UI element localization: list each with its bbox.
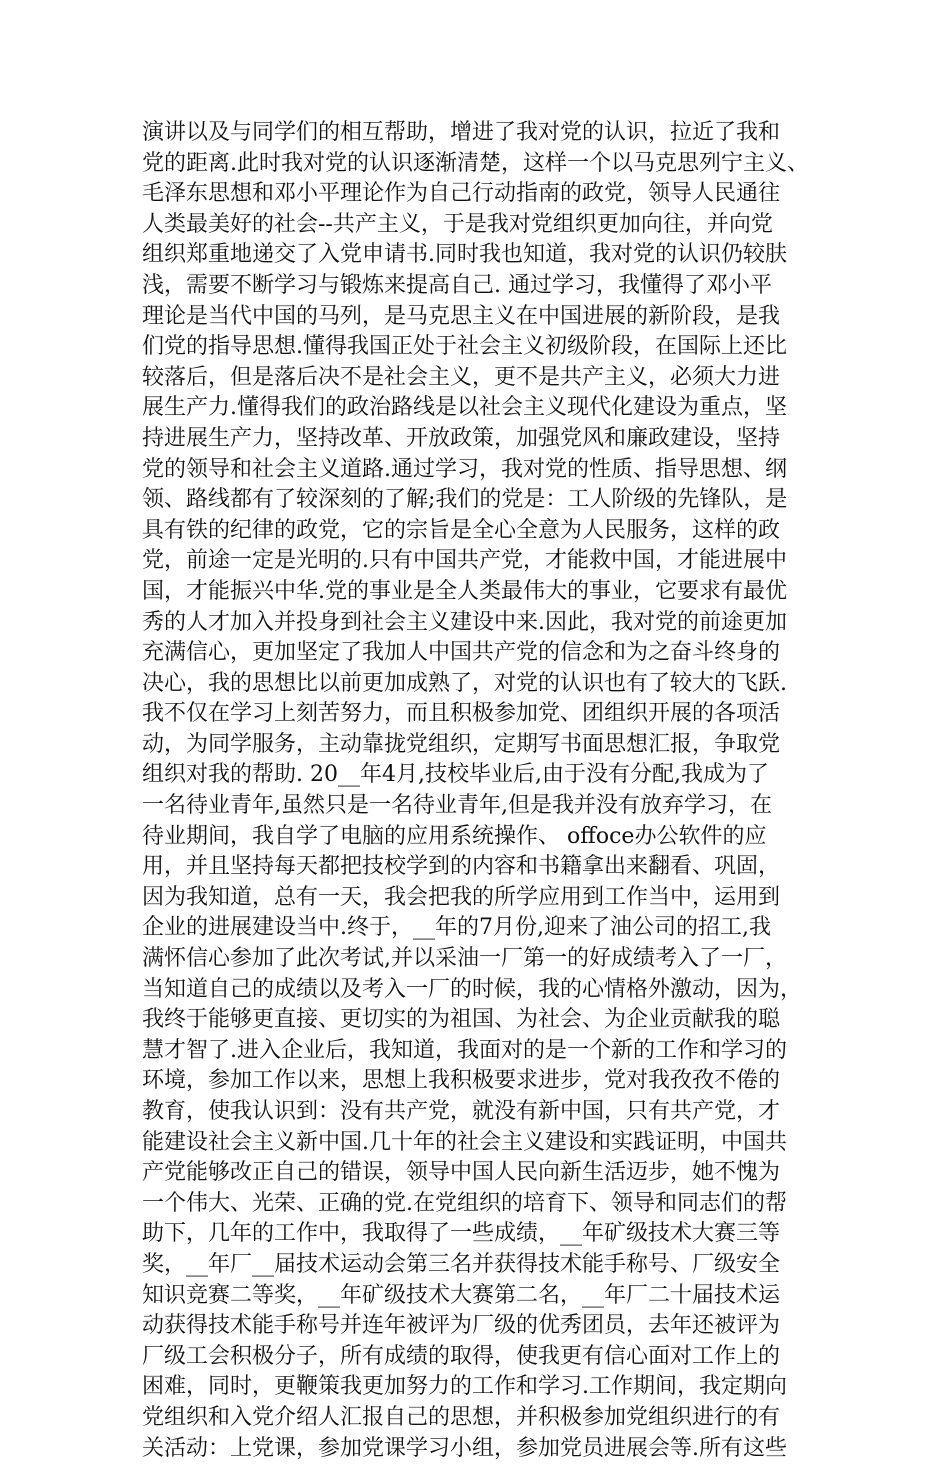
text-line: 用，并且坚持每天都把技校学到的内容和书籍拿出来翻看、巩固， (142, 854, 781, 880)
text-line: 党组织和入党介绍人汇报自己的思想，并积极参加党组织进行的有 (142, 1404, 781, 1430)
text-line: 具有铁的纪律的政党，它的宗旨是全心全意为人民服务，这样的政 (142, 517, 781, 543)
text-line: 党，前途一定是光明的.只有中国共产党，才能救中国，才能进展中 (142, 548, 787, 574)
text-line: 毛泽东思想和邓小平理论作为自己行动指南的政党，领导人民通往 (142, 181, 781, 207)
text-line: 人类最美好的社会--共产主义，于是我对党组织更加向往，并向党 (142, 211, 773, 237)
text-line: 国，才能振兴中华.党的事业是全人类最伟大的事业，它要求有最优 (142, 578, 787, 604)
text-line: 持进展生产力，坚持改革、开放政策，加强党风和廉政建设，坚持 (142, 425, 781, 451)
text-line: 关活动：上党课，参加党课学习小组，参加党员进展会等.所有这些 (142, 1435, 787, 1461)
text-line: 理论是当代中国的马列，是马克思主义在中国进展的新阶段，是我 (142, 303, 781, 329)
text-line: 企业的进展建设当中.终于，__年的7月份,迎来了油公司的招工,我 (142, 915, 771, 941)
text-line: 浅，需要不断学习与锻炼来提高自己. 通过学习，我懂得了邓小平 (142, 272, 772, 298)
text-line: 决心，我的思想比以前更加成熟了，对党的认识也有了较大的飞跃. (142, 670, 787, 696)
text-line: 组织对我的帮助. 20__年4月,技校毕业后,由于没有分配,我成为了 (142, 762, 769, 788)
body-text (142, 118, 832, 1464)
text-line: 们党的指导思想.懂得我国正处于社会主义初级阶段，在国际上还比 (142, 334, 787, 360)
text-line: 因为我知道，总有一天，我会把我的所学应用到工作当中，运用到 (142, 884, 781, 910)
text-line: 我终于能够更直接、更切实的为祖国、为社会、为企业贡献我的聪 (142, 1007, 781, 1033)
text-line: 慧才智了.进入企业后，我知道，我面对的是一个新的工作和学习的 (142, 1037, 787, 1063)
text-line: 环境，参加工作以来，思想上我积极要求进步，党对我孜孜不倦的 (142, 1068, 781, 1094)
text-line: 能建设社会主义新中国.几十年的社会主义建设和实践证明，中国共 (142, 1129, 787, 1155)
text-line: 演讲以及与同学们的相互帮助，增进了我对党的认识，拉近了我和 (142, 120, 781, 145)
text-line: 党的距离.此时我对党的认识逐渐清楚，这样一个以马克思列宁主义、 (142, 150, 809, 176)
text-line: 秀的人才加入并投身到社会主义建设中来.因此，我对党的前途更加 (142, 609, 787, 635)
text-line: 我不仅在学习上刻苦努力，而且积极参加党、团组织开展的各项活 (142, 701, 781, 727)
text-line: 领、路线都有了较深刻的了解;我们的党是：工人阶级的先锋队，是 (142, 487, 788, 513)
text-line: 当知道自己的成绩以及考入一厂的时候，我的心情格外激动，因为， (142, 976, 803, 1002)
text-line: 奖，__年厂__届技术运动会第三名并获得技术能手称号、厂级安全 (142, 1251, 781, 1277)
text-line: 满怀信心参加了此次考试,并以采油一厂第一的好成绩考入了一厂， (142, 946, 787, 972)
text-line: 产党能够改正自己的错误，领导中国人民向新生活迈步，她不愧为 (142, 1160, 781, 1186)
text-line: 党的领导和社会主义道路.通过学习，我对党的性质、指导思想、纲 (142, 456, 787, 482)
text-line: 待业期间，我自学了电脑的应用系统操作、 offoce办公软件的应 (142, 823, 767, 849)
text-line: 助下，几年的工作中，我取得了一些成绩，__年矿级技术大赛三等 (142, 1221, 781, 1247)
text-line: 较落后，但是落后决不是社会主义，更不是共产主义，必须大力进 (142, 364, 781, 390)
text-line: 动，为同学服务，主动靠拢党组织，定期写书面思想汇报，争取党 (142, 731, 781, 757)
text-line: 组织郑重地递交了入党申请书.同时我也知道，我对党的认识仍较肤 (142, 242, 787, 268)
text-line: 充满信心，更加坚定了我加人中国共产党的信念和为之奋斗终身的 (142, 640, 781, 666)
text-line: 教育，使我认识到：没有共产党，就没有新中国，只有共产党，才 (142, 1099, 781, 1124)
text-line: 一名待业青年,虽然只是一名待业青年,但是我并没有放弃学习，在 (142, 793, 772, 819)
text-line: 动获得技术能手称号并连年被评为厂级的优秀团员，去年还被评为 (142, 1313, 781, 1339)
text-line: 厂级工会积极分子，所有成绩的取得，使我更有信心面对工作上的 (142, 1343, 781, 1369)
text-line: 展生产力.懂得我们的政治路线是以社会主义现代化建设为重点，坚 (142, 395, 787, 421)
text-line: 一个伟大、光荣、正确的党.在党组织的培育下、领导和同志们的帮 (142, 1190, 787, 1216)
text-line: 知识竞赛二等奖，__年矿级技术大赛第二名，__年厂二十届技术运 (142, 1282, 781, 1308)
text-line: 困难，同时，更鞭策我更加努力的工作和学习.工作期间，我定期向 (142, 1374, 787, 1400)
